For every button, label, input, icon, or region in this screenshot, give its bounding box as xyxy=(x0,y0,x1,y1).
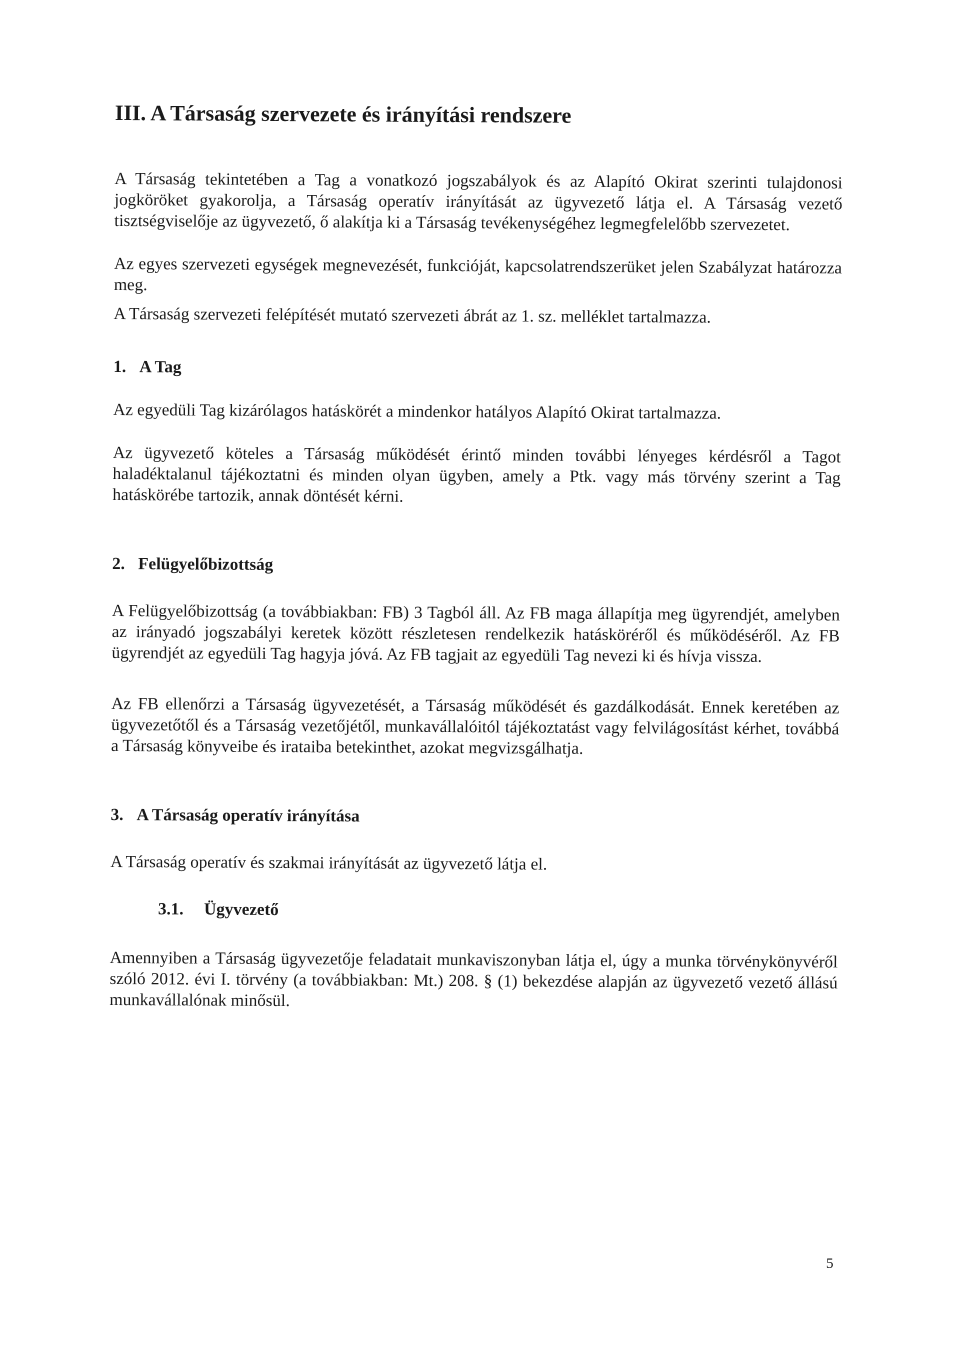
intro-paragraph-3: A Társaság szervezeti felépítését mutató szervezeti ábrát az 1. sz. melléklet tartalmazza. xyxy=(113,304,711,328)
intro-paragraph-2: Az egyes szervezeti egységek megnevezését, funkcióját, kapcsolatrendszerüket jelen Szabályzat határozza meg. xyxy=(113,254,843,295)
intro-paragraph-1: A Társaság tekintetében a Tag a vonatkozó jogszabályok és az Alapító Okirat szerinti tulajdonosi jogköröket gyakorolja, a Társaság operatív irányítását az ügyvezető látja el. A Társaság vezető tisztségviselője az ügyvezető, ő alakítja ki a Társaság tevékenységéhez legmegfelelőbb szervezetet. xyxy=(114,169,843,235)
section-1-heading xyxy=(113,356,841,381)
section-1-title: A Tag xyxy=(139,357,182,377)
subsection-3-1-heading xyxy=(110,898,838,923)
subsection-3-1-title: Ügyvezető xyxy=(203,899,279,920)
section-1-paragraph-1: Az egyedüli Tag kizárólagos hatáskörét a mindenkor hatályos Alapító Okirat tartalmazza. xyxy=(113,400,722,424)
subsection-3-1-number: 3.1. xyxy=(157,899,184,919)
section-3-paragraph-1: A Társaság operatív és szakmai irányítását az ügyvezető látja el. xyxy=(110,852,548,875)
section-2-title: Felügyelőbizottság xyxy=(138,554,274,575)
section-1-paragraph-2: Az ügyvezető köteles a Társaság működését érintő minden további lényeges kérdésről a Tagot haladéktalanul tájékoztatni és minden olyan ügyben, amely a Ptk. vagy más törvény szerint a Tag hatáskörébe tartozik, annak döntését kérni. xyxy=(112,443,841,507)
section-3-heading xyxy=(111,804,839,829)
page-number: 5 xyxy=(826,1256,834,1272)
section-1-number: 1. xyxy=(113,357,127,377)
document-body xyxy=(109,100,843,1015)
section-2-paragraph-2: Az FB ellenőrzi a Társaság ügyvezetését, a Társaság működését és gazdálkodását. Ennek keretében az ügyvezetőtől és a Társaság vezetőjétől, munkavállalóitól tájékoztatást vagy felvilágosítást kérhet, továbbá a Társaság könyveibe és irataiba betekinthet, azokat megvizsgálhatja. xyxy=(110,694,840,759)
chapter-title: III. A Társaság szervezete és irányítási rendszere xyxy=(114,100,572,128)
section-2-paragraph-1: A Felügyelőbizottság (a továbbiakban: FB) 3 Tagból áll. Az FB maga állapítja meg ügyrendjét, amelyben az irányadó jogszabályi keretek között részletesen rendelkezik hatásköréről és működéséről. Az FB ügyrendjét az egyedüli Tag hagyja jóvá. Az FB tagjait az egyedüli Tag nevezi ki és hívja vissza. xyxy=(111,601,840,667)
section-2-number: 2. xyxy=(112,554,125,574)
section-3-number: 3. xyxy=(110,805,124,825)
subsection-3-1-paragraph-1: Amennyiben a Társaság ügyvezetője feladatait munkaviszonyban látja el, úgy a munka törvénykönyvéről szóló 2012. évi I. törvény (a továbbiakban: Mt.) 208. § (1) bekezdése alapján az ügyvezető vezető állású munkavállalónak minősül. xyxy=(109,948,838,1011)
section-3-title: A Társaság operatív irányítása xyxy=(136,805,360,826)
section-2-heading xyxy=(112,553,840,578)
